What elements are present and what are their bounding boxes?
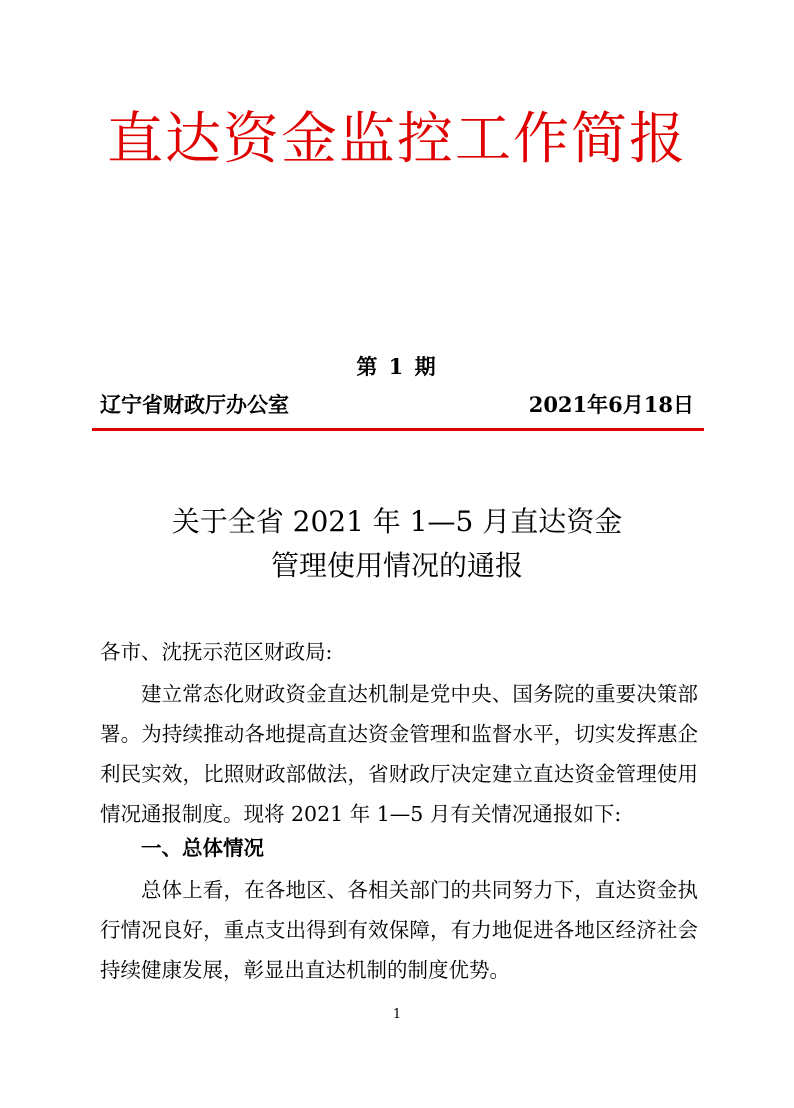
issuing-office: 辽宁省财政厅办公室 [100, 392, 289, 417]
issue-number: 第 1 期 [356, 354, 438, 379]
issue-date: 2021年6月18日 [528, 392, 694, 417]
page-number: 1 [392, 1007, 402, 1022]
body-paragraph-1: 建立常态化财政资金直达机制是党中央、国务院的重要决策部署。为持续推动各地提高直达资金管理和监督水平，切实发挥惠企利民实效，比照财政部做法，省财政厅决定建立直达资金管理使用情况通报制度。现将 2021 年 1—5 月有关情况通报如下: [100, 682, 698, 826]
masthead-title: 直达资金监控工作简报 [107, 107, 687, 172]
addressee: 各市、沈抚示范区财政局: [100, 640, 333, 664]
section-heading-overall: 一、总体情况 [141, 836, 264, 860]
document-title-line-2: 管理使用情况的通报 [270, 549, 523, 582]
red-divider-line [92, 428, 704, 431]
document-title-line-1: 关于全省 2021 年 1—5 月直达资金 [171, 505, 623, 538]
body-paragraph-2: 总体上看，在各地区、各相关部门的共同努力下，直达资金执行情况良好，重点支出得到有效保障，有力地促进各地区经济社会持续健康发展，彰显出直达机制的制度优势。 [100, 878, 698, 982]
